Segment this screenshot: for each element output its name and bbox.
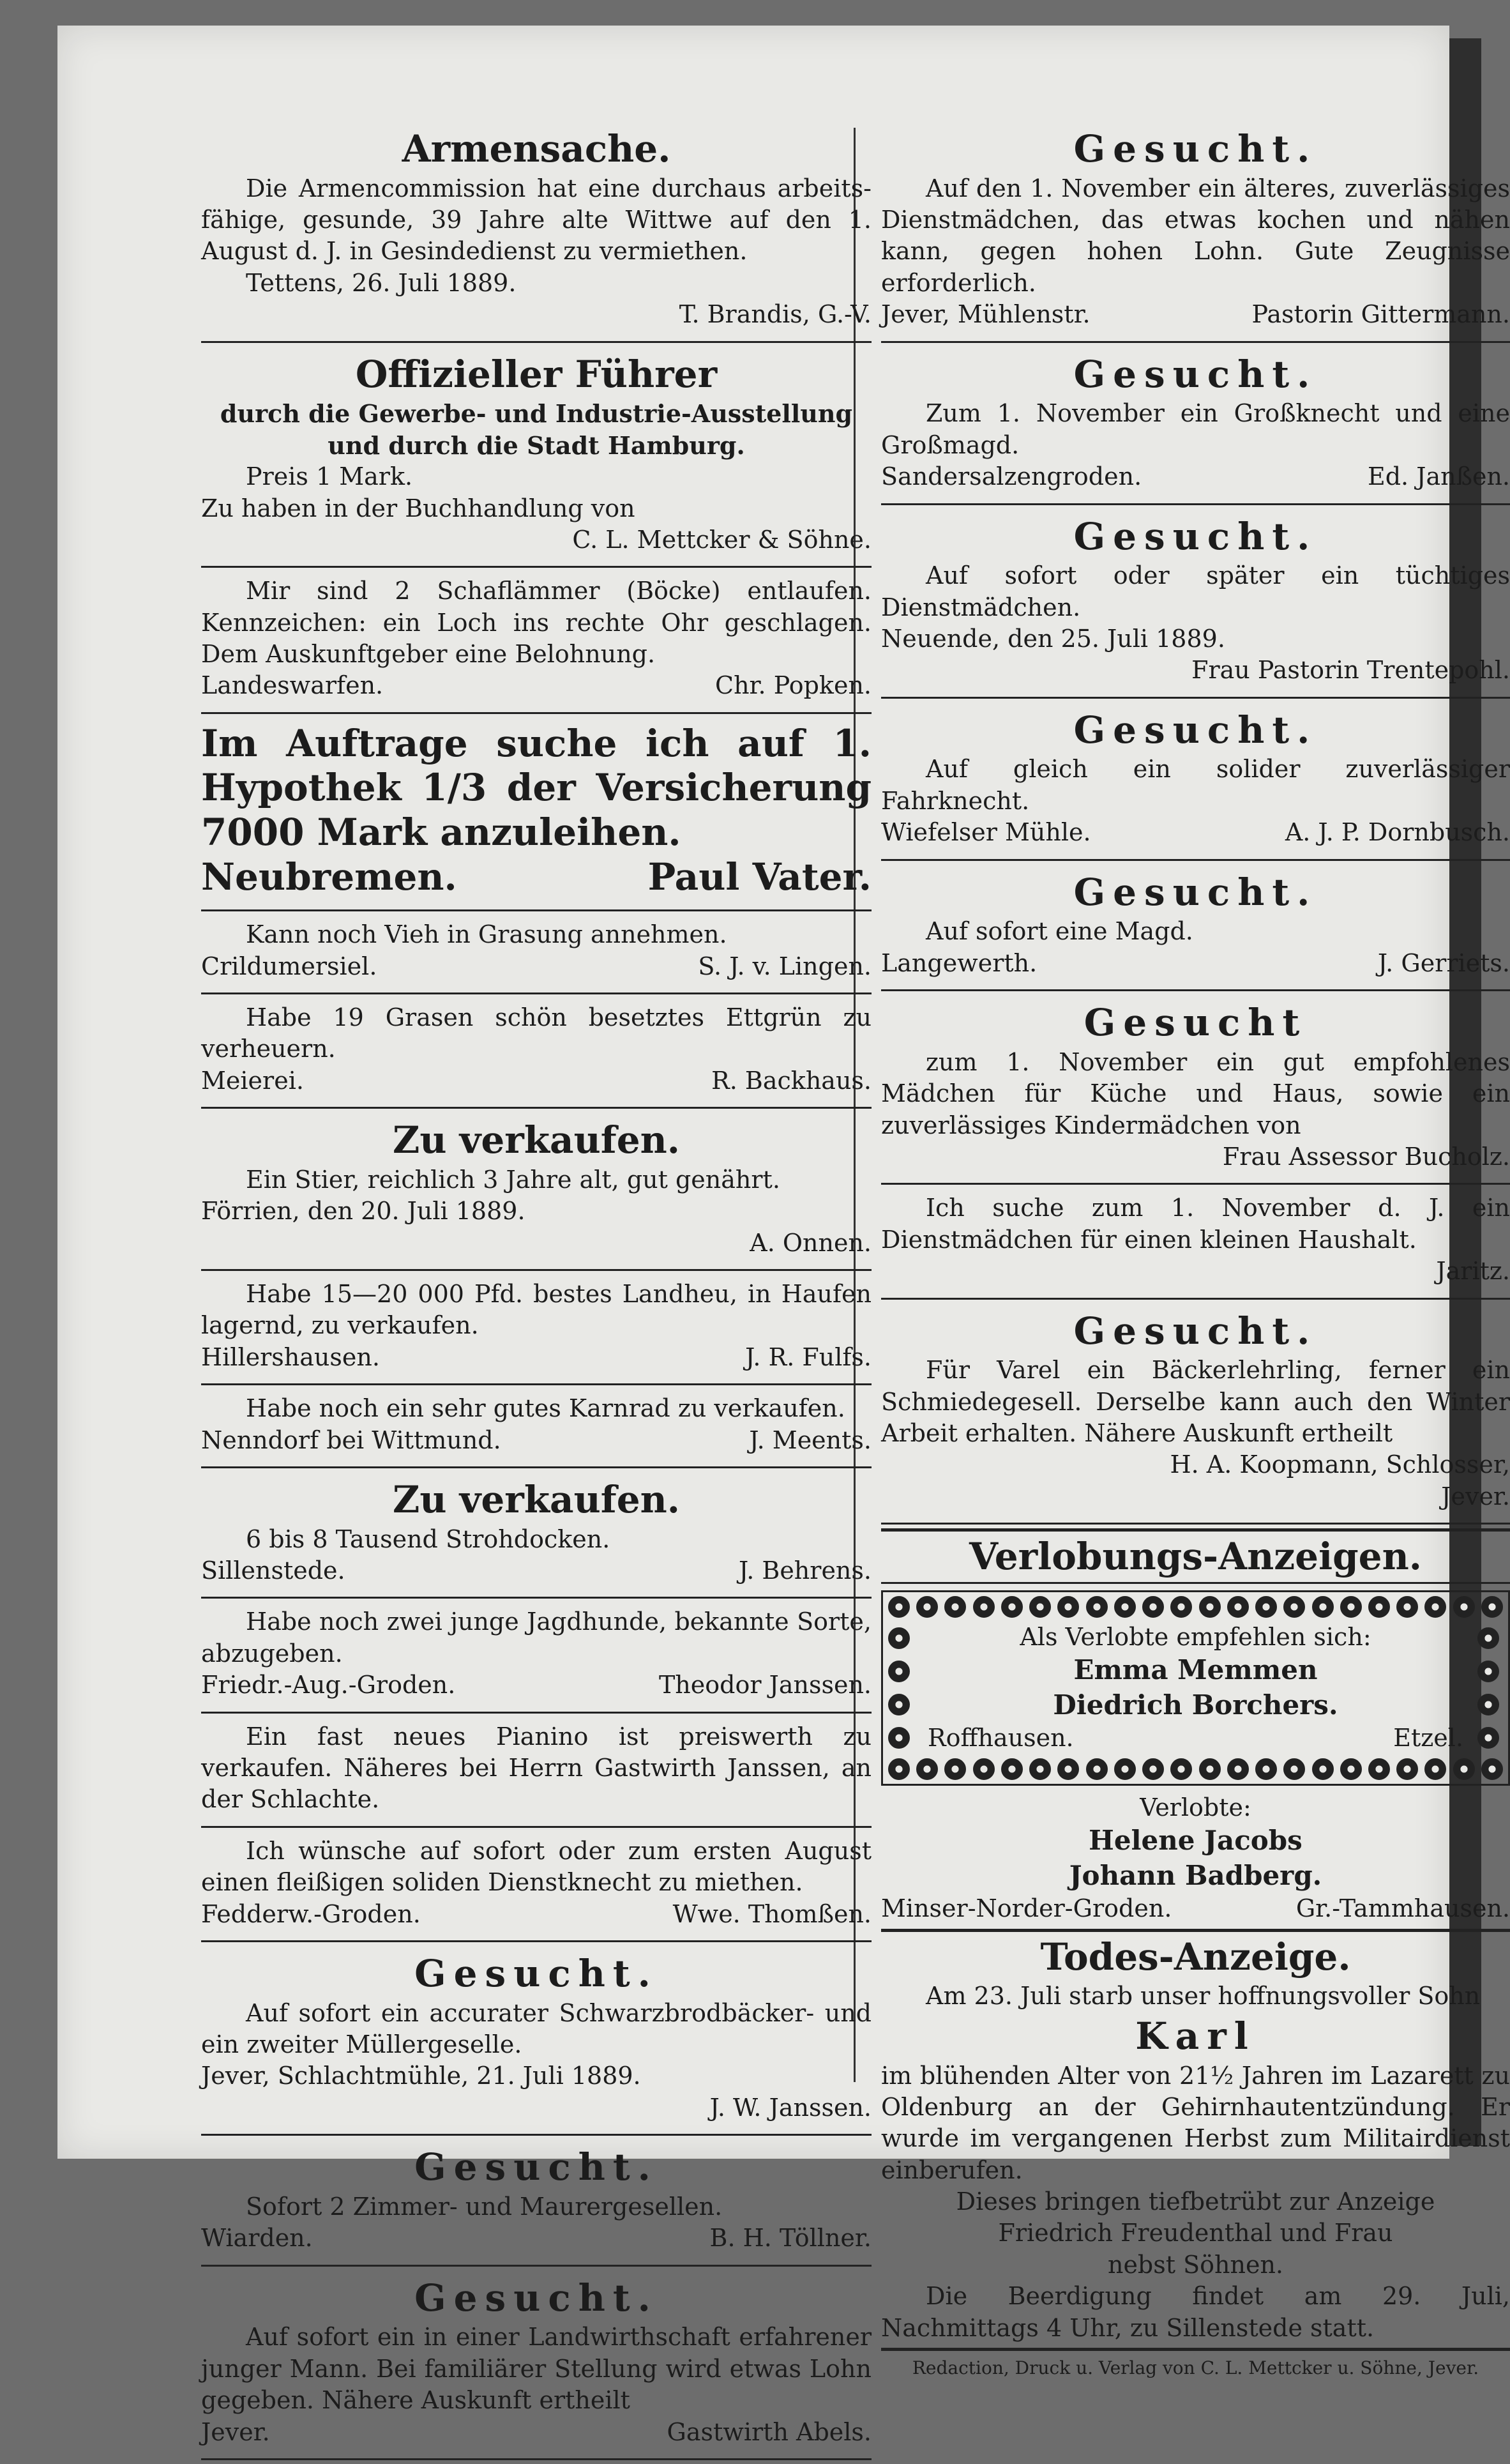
ad-right-4 [881, 865, 1510, 985]
ad-signature: H. A. Koopmann, Schlosser, [1170, 1450, 1510, 1479]
ad-name: Gastwirth Abels. [667, 2417, 872, 2446]
ad-name: J. Gerriets. [1377, 948, 1510, 977]
ad-signature [201, 2417, 872, 2448]
ad-right-2 [881, 509, 1510, 693]
ring-border-right [1477, 1622, 1503, 1754]
ad-place: Neubremen. [201, 855, 457, 899]
ad-title: Zu verkaufen. [392, 1118, 680, 1162]
ring-ornament-icon [916, 1758, 938, 1780]
rule [201, 909, 872, 911]
engagement-name-3: Helene Jacobs [1089, 1825, 1302, 1857]
ad-place: Friedr.-Aug.-Groden. [201, 1671, 456, 1700]
ad-big-text: Im Auftrage suche ich auf 1. Hypothek 1/3 der Versicherung 7000 Mark anzuleihen. [201, 721, 872, 855]
ad-signature: A. Onnen. [750, 1228, 872, 1257]
rule [881, 1298, 1510, 1300]
rule [881, 503, 1510, 505]
rule [201, 992, 872, 994]
ad-text: Kann noch Vieh in Grasung annehmen. [246, 920, 727, 949]
ring-ornament-icon [1142, 1596, 1164, 1618]
death-line-5: nebst Söhnen. [1107, 2250, 1284, 2279]
ad-left-3 [201, 718, 872, 906]
ad-name: J. R. Fulfs. [745, 1342, 872, 1371]
ad-left-2 [201, 572, 872, 708]
ad-place: Wiefelser Mühle. [881, 818, 1091, 847]
ad-name: A. J. P. Dornbusch. [1285, 818, 1510, 847]
ring-border-bottom [883, 1754, 1508, 1784]
ad-text: Ein Stier, reichlich 3 Jahre alt, gut genährt. [246, 1165, 780, 1194]
ad-title: Offizieller Führer [355, 352, 718, 396]
rule [201, 712, 872, 714]
ad-text: Auf den 1. November ein älteres, zuverlässiges Dienstmädchen, das etwas kochen und nähen kann, gegen hohen Lohn. Gute Zeugnisse erforderlich. [881, 174, 1510, 297]
ad-title: Gesucht [1083, 1001, 1308, 1045]
ring-ornament-icon [944, 1758, 966, 1780]
ad-place: Jever. [201, 2417, 270, 2446]
ad-name: S. J. v. Lingen. [698, 952, 872, 980]
rule [201, 1826, 872, 1828]
ring-ornament-icon [1481, 1596, 1503, 1618]
ring-ornament-icon [973, 1758, 995, 1780]
engagement-name-4: Johann Badberg. [1069, 1859, 1322, 1891]
ad-text: zum 1. November ein gut empfohlenes Mädchen für Küche und Haus, sowie ein zuverlässiges Kindermädchen von [881, 1047, 1510, 1139]
ad-place: Langewerth. [881, 948, 1038, 977]
ring-ornament-icon [888, 1596, 910, 1618]
ad-text: Jever, Schlachtmühle, 21. Juli 1889. [201, 2062, 641, 2090]
ad-title: Armensache. [402, 127, 671, 171]
ad-left-5 [201, 998, 872, 1103]
ad-text: Auf sofort eine Magd. [926, 917, 1193, 946]
ad-title: Gesucht. [414, 1951, 658, 1995]
engagement-name-2: Diedrich Borchers. [1053, 1689, 1338, 1721]
engagement-intro: Als Verlobte empfehlen sich: [1020, 1622, 1371, 1651]
imprint-footer: Redaction, Druck u. Verlag von C. L. Mettcker u. Söhne, Jever. [912, 2357, 1479, 2379]
death-heading: Todes-Anzeige. [1040, 1935, 1351, 1979]
ad-name: Wwe. Thomßen. [672, 1899, 872, 1928]
engagement-body [883, 1622, 1508, 1754]
death-line-3: Dieses bringen tiefbetrübt zur Anzeige [956, 2187, 1435, 2216]
ad-place: Landeswarfen. [201, 671, 384, 700]
ring-ornament-icon [1340, 1596, 1362, 1618]
ring-ornament-icon [1170, 1596, 1192, 1618]
ring-ornament-icon [1453, 1758, 1475, 1780]
engagement-place-left: Roffhausen. [928, 1724, 1074, 1753]
ring-ornament-icon [1199, 1758, 1221, 1780]
ad-title: Gesucht. [1073, 1309, 1318, 1353]
ad-left-12 [201, 1832, 872, 1936]
ad-name: J. Meents. [749, 1426, 872, 1454]
rule [881, 1929, 1510, 1932]
ad-left-10 [201, 1602, 872, 1707]
ring-ornament-icon [1312, 1758, 1334, 1780]
ad-text: Zum 1. November ein Großknecht und eine Großmagd. [881, 399, 1510, 459]
rule [201, 1466, 872, 1468]
ad-right-3 [881, 703, 1510, 855]
ad-left-11 [201, 1717, 872, 1822]
ring-ornament-icon [1477, 1694, 1499, 1715]
ad-left-4 [201, 915, 872, 989]
death-line-1: Am 23. Juli starb unser hoffnungsvoller Sohn [926, 1982, 1481, 2011]
ad-signature [201, 1555, 872, 1586]
ad-signature: Frau Pastorin Trentepohl. [1191, 656, 1510, 685]
rule [201, 1107, 872, 1109]
ad-place: Hillershausen. [201, 1342, 380, 1371]
ad-place: Nenndorf bei Wittmund. [201, 1426, 501, 1454]
ad-signature: C. L. Mettcker & Söhne. [572, 525, 872, 554]
ad-right-1 [881, 347, 1510, 499]
ring-ornament-icon [1424, 1758, 1446, 1780]
ad-text: Auf sofort ein in einer Landwirthschaft erfahrener junger Mann. Bei familiärer Stellung wird etwas Lohn gegeben. Nähere Auskunft ertheilt [201, 2323, 872, 2415]
ad-text: Auf sofort oder später ein tüchtiges Dienstmädchen. [881, 561, 1510, 621]
ad-text: Die Armencommission hat eine durchaus arbeits-fähige, gesunde, 39 Jahre alte Wittwe auf den 1. August d. J. in Gesindedienst zu vermiethen. [201, 174, 872, 266]
ad-right-6 [881, 1189, 1510, 1293]
rule [881, 697, 1510, 699]
ad-name: Chr. Popken. [715, 671, 872, 700]
ring-ornament-icon [1477, 1727, 1499, 1749]
ad-place: Fedderw.-Groden. [201, 1899, 421, 1928]
ad-left-9 [201, 1472, 872, 1593]
ring-ornament-icon [1001, 1596, 1023, 1618]
ring-ornament-icon [1283, 1596, 1305, 1618]
ring-ornament-icon [1255, 1596, 1277, 1618]
ad-right-5 [881, 995, 1510, 1179]
right-column [881, 121, 1510, 2378]
rule [881, 1528, 1510, 1532]
ad-name: R. Backhaus. [711, 1066, 872, 1095]
ad-signature [201, 1899, 872, 1930]
engagement-heading: Verlobungs-Anzeigen. [969, 1535, 1422, 1579]
ad-signature [201, 855, 872, 900]
ring-ornament-icon [888, 1758, 910, 1780]
rule [881, 2348, 1510, 2351]
ad-place: Crildumersiel. [201, 952, 377, 980]
ad-title: Gesucht. [414, 2276, 658, 2320]
ring-ornament-icon [1170, 1758, 1192, 1780]
ring-ornament-icon [1142, 1758, 1164, 1780]
ad-text: Auf gleich ein solider zuverlässiger Fahrknecht. [881, 755, 1510, 815]
left-column [201, 121, 872, 2464]
ad-name: Theodor Janssen. [658, 1671, 872, 1700]
right-ads [881, 121, 1510, 1525]
ad-name: Paul Vater. [647, 855, 872, 899]
ad-text: Ein fast neues Pianino ist preiswerth zu verkaufen. Näheres bei Herrn Gastwirth Janssen, an der Schlachte. [201, 1722, 872, 1814]
ring-ornament-icon [1481, 1758, 1503, 1780]
death-line-6: Die Beerdigung findet am 29. Juli, Nachmittags 4 Uhr, zu Sillenstede statt. [881, 2282, 1510, 2342]
rule [881, 1183, 1510, 1185]
ring-ornament-icon [1029, 1596, 1051, 1618]
engagement-places [928, 1723, 1463, 1754]
rule [201, 1940, 872, 1942]
rule [201, 1712, 872, 1714]
ring-ornament-icon [1396, 1758, 1418, 1780]
rule [201, 1383, 872, 1385]
ring-ornament-icon [1424, 1596, 1446, 1618]
ring-ornament-icon [1453, 1596, 1475, 1618]
rule [881, 1582, 1510, 1584]
rule [881, 341, 1510, 343]
ring-ornament-icon [1227, 1758, 1249, 1780]
rule [881, 989, 1510, 991]
ad-text: Habe noch zwei junge Jagdhunde, bekannte Sorte, abzugeben. [201, 1608, 872, 1668]
ad-place: Sandersalzengroden. [881, 462, 1142, 491]
ad-text: Habe noch ein sehr gutes Karnrad zu verkaufen. [246, 1394, 845, 1423]
ring-ornament-icon [1057, 1758, 1079, 1780]
ring-ornament-icon [1029, 1758, 1051, 1780]
ad-signature [201, 1425, 872, 1456]
rule [201, 2265, 872, 2267]
rule [881, 859, 1510, 861]
ring-ornament-icon [1477, 1627, 1499, 1649]
ad-subtitle: durch die Gewerbe- und Industrie-Ausstellung und durch die Stadt Hamburg. [220, 399, 853, 460]
ad-signature [881, 817, 1510, 848]
ring-ornament-icon [1477, 1661, 1499, 1682]
ad-text: Mir sind 2 Schaflämmer (Böcke) entlaufen. Kennzeichen: ein Loch ins rechte Ohr geschlagen. Dem Auskunftgeber eine Belohnung. [201, 577, 872, 669]
ad-place: Wiarden. [201, 2224, 313, 2253]
rule [201, 341, 872, 343]
ad-signature [881, 461, 1510, 492]
ad-text: 6 bis 8 Tausend Strohdocken. [246, 1525, 610, 1553]
ring-ornament-icon [1114, 1596, 1136, 1618]
ad-text: Ich wünsche auf sofort oder zum ersten August einen fleißigen soliden Dienstknecht zu miethen. [201, 1836, 872, 1897]
ad-signature [201, 2223, 872, 2254]
ad-signature: Jaritz. [1436, 1257, 1510, 1286]
ad-place: Meierei. [201, 1066, 304, 1095]
ad-signature: Frau Assessor Bucholz. [1222, 1142, 1510, 1171]
ad-title: Zu verkaufen. [392, 1477, 680, 1521]
ring-ornament-icon [1396, 1596, 1418, 1618]
ring-ornament-icon [1283, 1758, 1305, 1780]
engagement-frame [881, 1590, 1510, 1786]
ad-signature: J. W. Janssen. [709, 2093, 872, 2122]
ring-ornament-icon [944, 1596, 966, 1618]
engagement-place-right: Etzel. [1393, 1724, 1463, 1753]
ring-ornament-icon [973, 1596, 995, 1618]
ad-place: Sillenstede. [201, 1556, 345, 1585]
ad-title: Gesucht. [1073, 352, 1318, 396]
ring-ornament-icon [1086, 1758, 1108, 1780]
ad-text: Tettens, 26. Juli 1889. [246, 268, 517, 297]
ad-title: Gesucht. [414, 2145, 658, 2189]
ad-left-8 [201, 1389, 872, 1463]
rule [201, 2458, 872, 2460]
ring-ornament-icon [1086, 1596, 1108, 1618]
ad-signature [881, 948, 1510, 979]
ad-signature [201, 670, 872, 701]
ad-left-13 [201, 1946, 872, 2130]
ring-ornament-icon [1340, 1758, 1362, 1780]
rule [201, 1597, 872, 1599]
ring-ornament-icon [1368, 1596, 1390, 1618]
ad-name: B. H. Töllner. [709, 2224, 872, 2253]
ad-right-7 [881, 1304, 1510, 1519]
ad-left-14 [201, 2140, 872, 2260]
engagement-places-2 [881, 1893, 1510, 1924]
ad-text: Förrien, den 20. Juli 1889. [201, 1197, 525, 1226]
ring-ornament-icon [1255, 1758, 1277, 1780]
ring-ornament-icon [1199, 1596, 1221, 1618]
ad-place: Jever, Mühlenstr. [881, 300, 1091, 329]
rule [201, 2134, 872, 2136]
rule [881, 1523, 1510, 1525]
ad-signature [201, 1065, 872, 1097]
ad-text: Preis 1 Mark. [246, 462, 413, 491]
newspaper-page [57, 26, 1510, 2446]
ad-signature [201, 1669, 872, 1701]
ring-border-top [883, 1592, 1508, 1622]
ad-title: Gesucht. [1073, 127, 1318, 171]
ad-left-7 [201, 1275, 872, 1380]
ad-title: Gesucht. [1073, 514, 1318, 558]
death-line-2: im blühenden Alter von 21½ Jahren im Lazarett zu Oldenburg an der Gehirnhautentzündung. Er wurde im vergangenen Herbst zum Militairdienst einberufen. [881, 2061, 1510, 2184]
ad-name: Pastorin Gittermann. [1251, 300, 1510, 329]
ring-ornament-icon [888, 1727, 910, 1749]
ring-ornament-icon [1057, 1596, 1079, 1618]
ad-text: Für Varel ein Bäckerlehrling, ferner ein Schmiedegesell. Derselbe kann auch den Winter Arbeit erhalten. Nähere Auskunft ertheilt [881, 1356, 1510, 1447]
ad-signature [201, 951, 872, 982]
rule [201, 1269, 872, 1271]
ad-left-0 [201, 121, 872, 337]
engagement-place-left-2: Minser-Norder-Groden. [881, 1894, 1172, 1923]
ad-text: Zu haben in der Buchhandlung von [201, 494, 635, 522]
ad-name: Ed. Janßen. [1367, 462, 1510, 491]
ad-title: Gesucht. [1073, 708, 1318, 752]
engagement-place-right-2: Gr.-Tammhausen. [1295, 1894, 1510, 1923]
ring-border-left [888, 1622, 914, 1754]
ring-ornament-icon [888, 1694, 910, 1715]
ad-left-1 [201, 347, 872, 563]
ad-text: Neuende, den 25. Juli 1889. [881, 624, 1225, 653]
ad-title: Gesucht. [1073, 870, 1318, 914]
ring-ornament-icon [1368, 1758, 1390, 1780]
ad-right-0 [881, 121, 1510, 337]
ad-text: Ich suche zum 1. November d. J. ein Dienstmädchen für einen kleinen Haushalt. [881, 1194, 1510, 1254]
ad-text: Auf sofort ein accurater Schwarzbrodbäcker- und ein zweiter Müllergeselle. [201, 1998, 872, 2059]
ad-signature [881, 299, 1510, 330]
ad-text: Habe 15—20 000 Pfd. bestes Landheu, in Haufen lagernd, zu verkaufen. [201, 1280, 872, 1340]
rule [201, 566, 872, 568]
ring-ornament-icon [888, 1661, 910, 1682]
ad-text: Sofort 2 Zimmer- und Maurergesellen. [246, 2192, 723, 2221]
ad-left-15 [201, 2270, 872, 2454]
ad-signature: T. Brandis, G.-V. [679, 300, 872, 329]
ad-text: Habe 19 Grasen schön besetztes Ettgrün zu verheuern. [201, 1003, 872, 1063]
ring-ornament-icon [1114, 1758, 1136, 1780]
engagement-name-1: Emma Memmen [1073, 1654, 1318, 1686]
death-name: Karl [1135, 2014, 1256, 2058]
ad-name: J. Behrens. [738, 1556, 872, 1585]
engagement-intro-2: Verlobte: [1140, 1793, 1251, 1821]
ad-signature-2: Jever. [1441, 1482, 1510, 1510]
death-line-4: Friedrich Freudenthal und Frau [998, 2219, 1393, 2247]
ad-signature [201, 1342, 872, 1373]
ring-ornament-icon [1227, 1596, 1249, 1618]
ring-ornament-icon [1001, 1758, 1023, 1780]
ring-ornament-icon [1312, 1596, 1334, 1618]
ring-ornament-icon [888, 1627, 910, 1649]
ad-left-6 [201, 1113, 872, 1265]
ring-ornament-icon [916, 1596, 938, 1618]
